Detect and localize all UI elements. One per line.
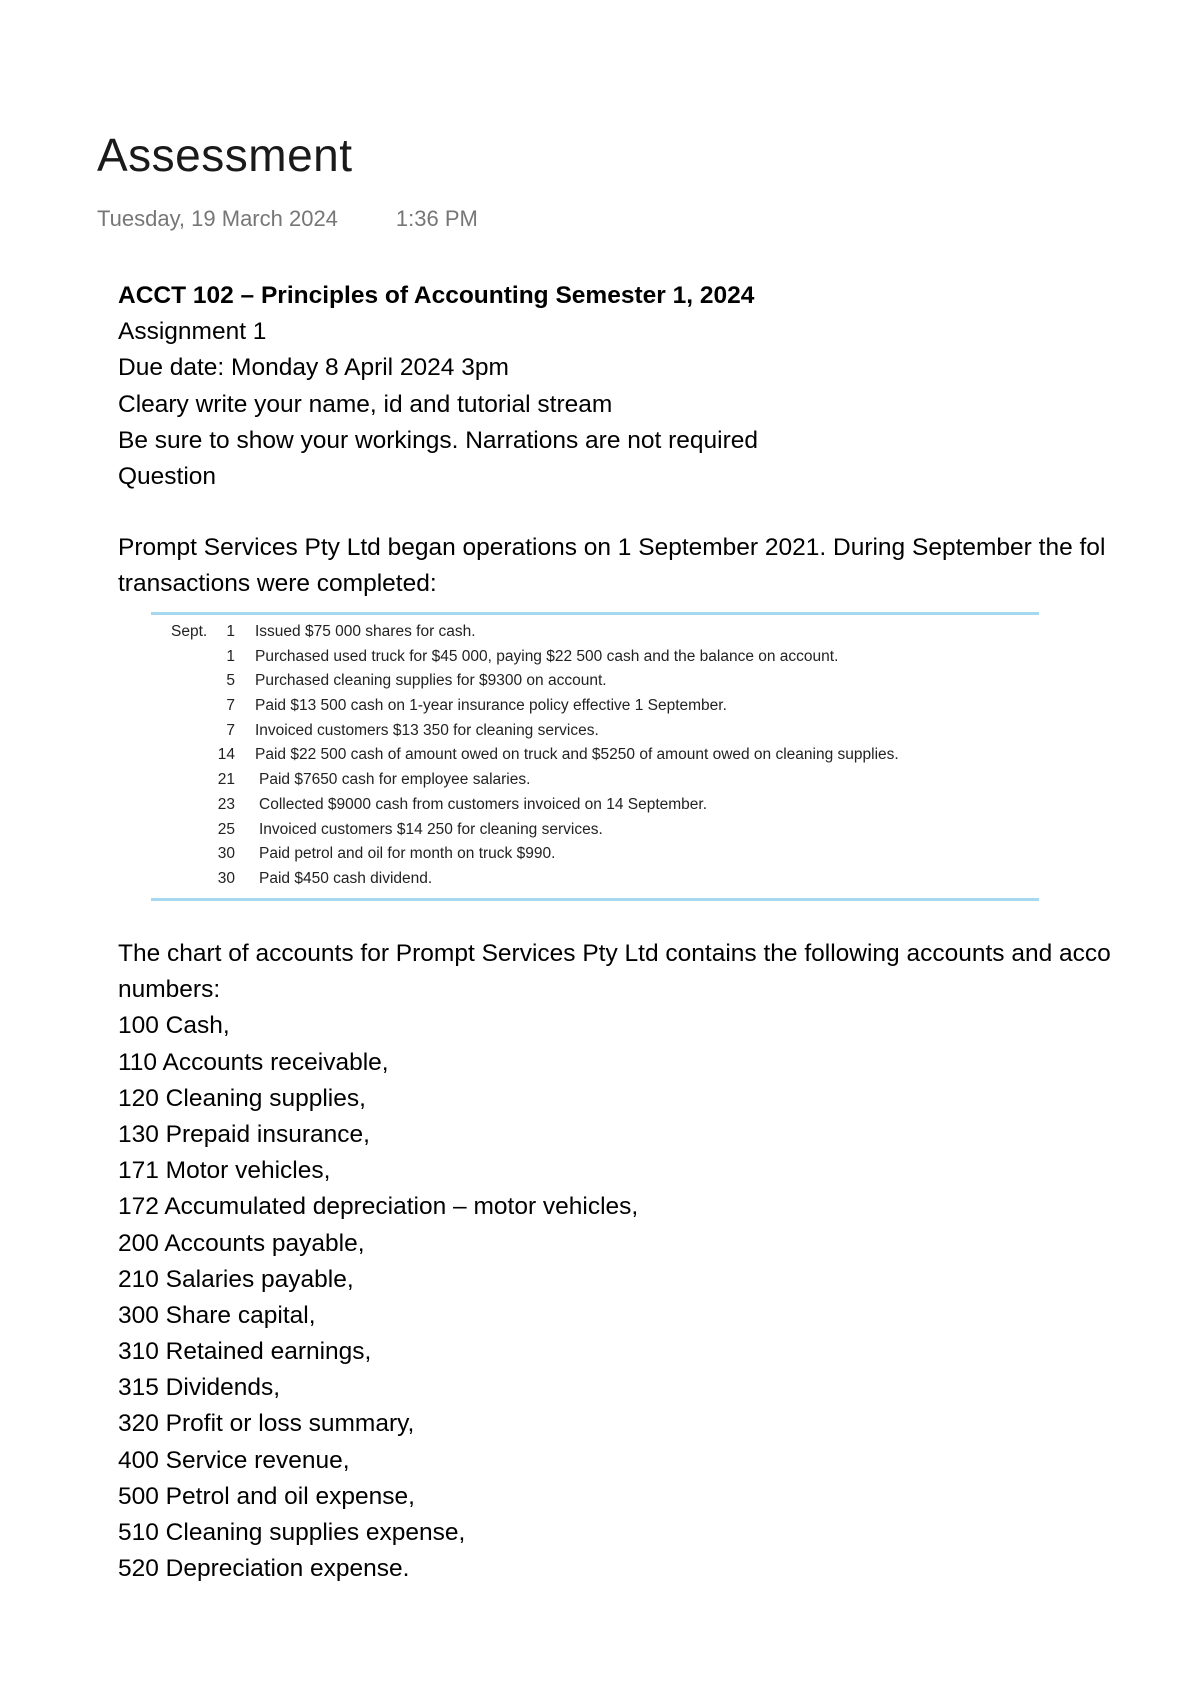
transaction-description: Paid $450 cash dividend. bbox=[259, 869, 433, 887]
account-item: 171 Motor vehicles, bbox=[118, 1157, 331, 1185]
due-date: Due date: Monday 8 April 2024 3pm bbox=[118, 354, 509, 382]
transaction-day: 30 bbox=[217, 845, 235, 863]
account-item: 510 Cleaning supplies expense, bbox=[118, 1519, 466, 1546]
account-item: 300 Share capital, bbox=[118, 1301, 316, 1329]
transaction-day: 25 bbox=[217, 820, 235, 838]
chart-intro-line: numbers: bbox=[118, 976, 221, 1004]
transaction-row bbox=[151, 669, 1039, 694]
transaction-row bbox=[151, 620, 1039, 645]
transaction-description: Invoiced customers $13 350 for cleaning services. bbox=[255, 721, 599, 739]
question-intro bbox=[118, 530, 1200, 602]
account-item: 110 Accounts receivable, bbox=[118, 1048, 389, 1076]
transaction-day: 14 bbox=[217, 746, 235, 764]
transaction-row bbox=[151, 818, 1039, 843]
transaction-row bbox=[151, 743, 1039, 768]
transaction-description: Paid $13 500 cash on 1-year insurance policy effective 1 September. bbox=[255, 697, 727, 715]
account-item: 315 Dividends, bbox=[118, 1374, 281, 1402]
page-title: Assessment bbox=[97, 129, 353, 181]
course-title: ACCT 102 – Principles of Accounting Semester 1, 2024 bbox=[118, 282, 755, 309]
transaction-month: Sept. bbox=[171, 623, 208, 640]
transaction-description: Paid petrol and oil for month on truck $990. bbox=[259, 845, 556, 863]
account-item: 310 Retained earnings, bbox=[118, 1338, 372, 1366]
transaction-row bbox=[151, 842, 1039, 867]
transaction-day: 7 bbox=[226, 697, 235, 715]
transaction-day: 21 bbox=[217, 771, 235, 789]
intro-line: Prompt Services Pty Ltd began operations on 1 September 2021. During September the fol bbox=[118, 534, 1106, 561]
transaction-day: 7 bbox=[226, 721, 235, 739]
account-item: 500 Petrol and oil expense, bbox=[118, 1482, 415, 1510]
account-item: 320 Profit or loss summary, bbox=[118, 1410, 415, 1438]
assignment-label: Assignment 1 bbox=[118, 318, 267, 346]
account-item: 100 Cash, bbox=[118, 1012, 230, 1040]
account-item: 130 Prepaid insurance, bbox=[118, 1120, 370, 1148]
transaction-row bbox=[151, 867, 1039, 892]
transaction-description: Invoiced customers $14 250 for cleaning services. bbox=[259, 820, 603, 838]
page-time: 1:36 PM bbox=[395, 206, 478, 231]
transaction-day: 1 bbox=[226, 647, 235, 665]
account-item: 120 Cleaning supplies, bbox=[118, 1084, 366, 1112]
page-date: Tuesday, 19 March 2024 bbox=[97, 206, 338, 231]
transaction-row bbox=[151, 645, 1039, 670]
transaction-description: Collected $9000 cash from customers invoiced on 14 September. bbox=[259, 795, 708, 813]
transaction-row bbox=[151, 694, 1039, 719]
transactions-table bbox=[151, 612, 1039, 901]
chart-intro-line: The chart of accounts for Prompt Services Pty Ltd contains the following accounts and acco bbox=[118, 940, 1111, 967]
page-timestamp bbox=[97, 206, 478, 232]
account-item: 520 Depreciation expense. bbox=[118, 1555, 410, 1583]
transaction-description: Purchased used truck for $45 000, paying $22 500 cash and the balance on account. bbox=[255, 647, 839, 665]
account-item: 200 Accounts payable, bbox=[118, 1229, 365, 1257]
assignment-header bbox=[118, 278, 1200, 495]
transaction-row bbox=[151, 793, 1039, 818]
transaction-row bbox=[151, 719, 1039, 744]
instruction-line: Cleary write your name, id and tutorial stream bbox=[118, 390, 613, 418]
transaction-description: Paid $7650 cash for employee salaries. bbox=[259, 771, 531, 789]
question-label: Question bbox=[118, 462, 217, 490]
account-item: 400 Service revenue, bbox=[118, 1446, 350, 1474]
chart-of-accounts bbox=[118, 936, 1200, 1587]
intro-line: transactions were completed: bbox=[118, 570, 437, 598]
transaction-day: 23 bbox=[217, 795, 235, 813]
transaction-day: 5 bbox=[226, 672, 235, 690]
transaction-description: Paid $22 500 cash of amount owed on truck and $5250 of amount owed on cleaning supplies. bbox=[255, 746, 899, 764]
transaction-description: Issued $75 000 shares for cash. bbox=[255, 623, 476, 640]
transaction-description: Purchased cleaning supplies for $9300 on account. bbox=[255, 672, 607, 690]
account-item: 172 Accumulated depreciation – motor vehicles, bbox=[118, 1193, 639, 1221]
transaction-row bbox=[151, 768, 1039, 793]
instruction-line: Be sure to show your workings. Narrations are not required bbox=[118, 426, 759, 454]
account-item: 210 Salaries payable, bbox=[118, 1265, 354, 1293]
transaction-day: 1 bbox=[226, 623, 235, 640]
transaction-day: 30 bbox=[217, 869, 235, 887]
